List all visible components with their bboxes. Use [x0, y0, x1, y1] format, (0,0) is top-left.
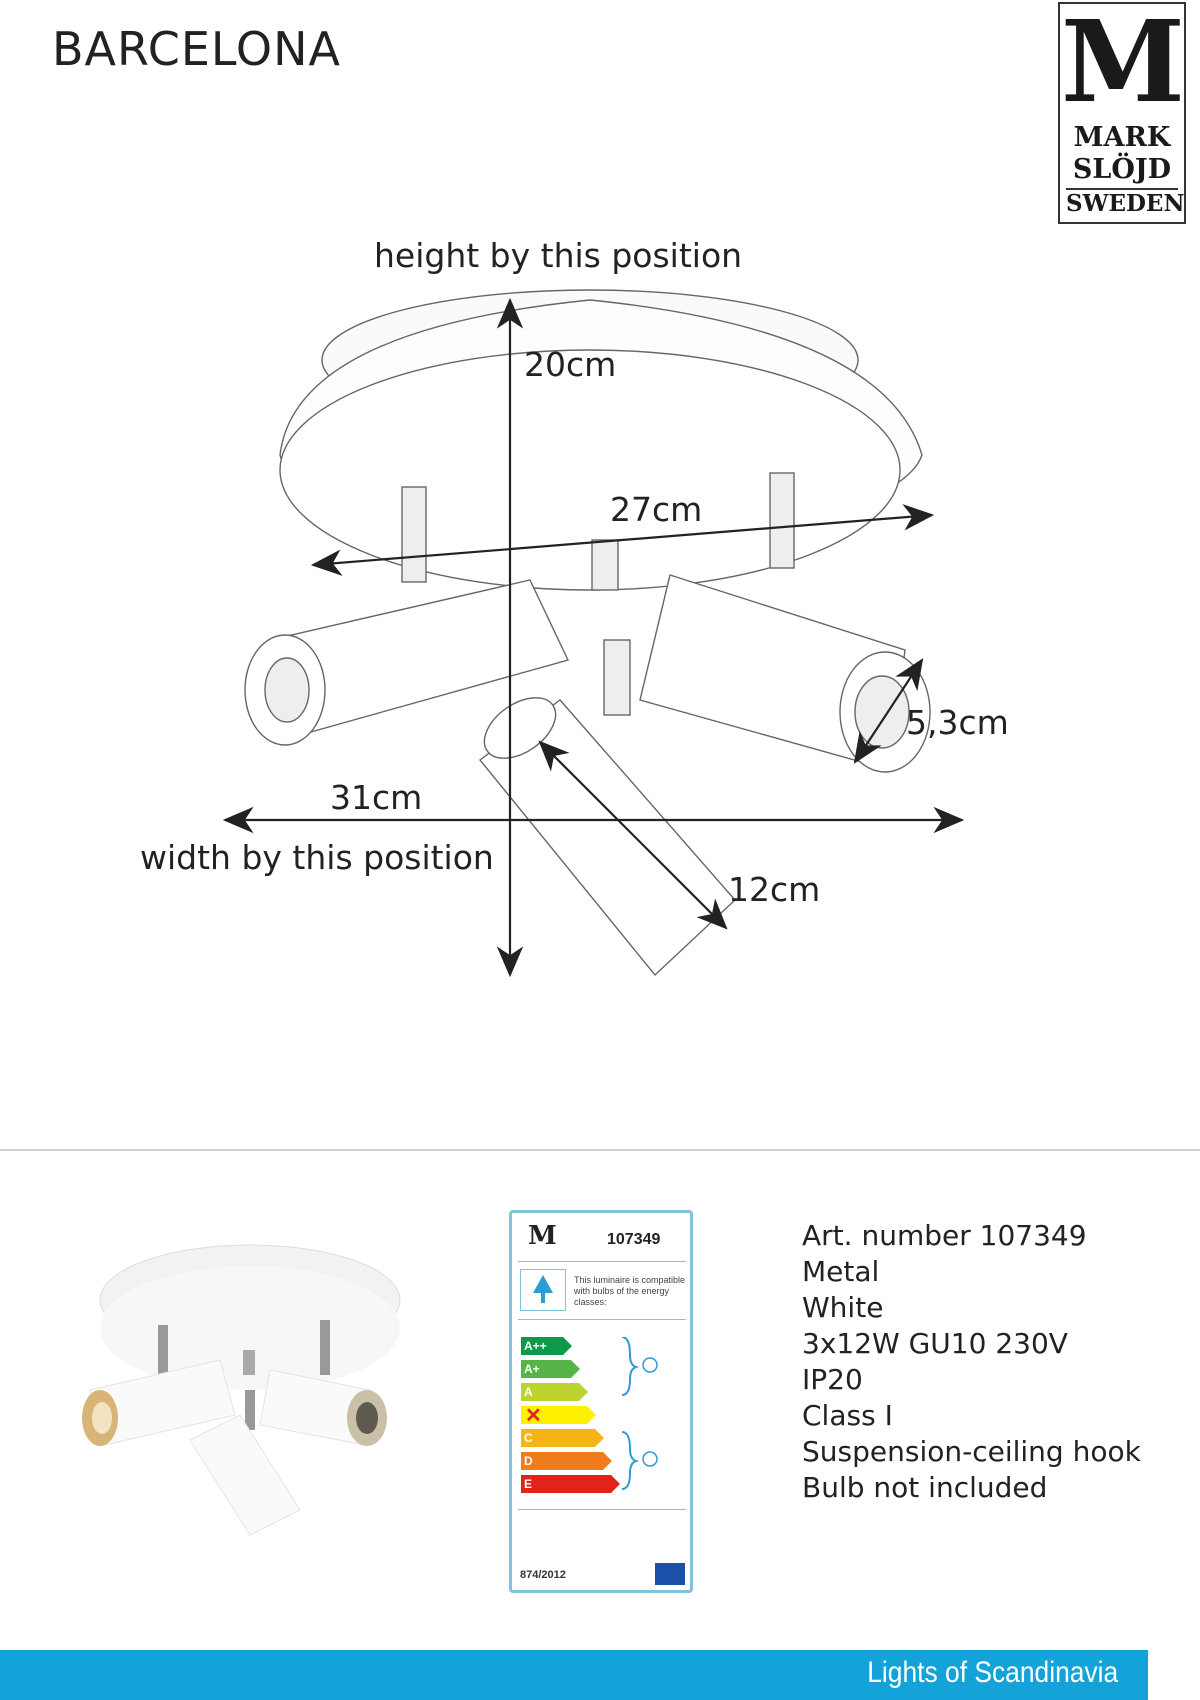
plate-diameter-dimension: 27cm: [610, 490, 703, 529]
spec-item: Bulb not included: [802, 1471, 1048, 1504]
energy-label-regulation: 874/2012: [520, 1569, 566, 1581]
logo-line-2: SLÖJD: [1072, 154, 1172, 185]
footer-tagline: Lights of Scandinavia: [867, 1656, 1118, 1689]
spec-item: Metal: [802, 1255, 880, 1288]
product-photo: [80, 1230, 410, 1540]
spec-item: Class I: [802, 1399, 893, 1432]
energy-class-bar: A++: [521, 1337, 563, 1355]
spec-list: [802, 1218, 1141, 1506]
energy-class-bar: A: [521, 1383, 579, 1401]
height-dimension: 20cm: [524, 345, 617, 384]
spot-diameter-dimension: 5,3cm: [906, 703, 1009, 742]
spec-item: Art. number 107349: [802, 1219, 1087, 1252]
spec-item: White: [802, 1291, 884, 1324]
energy-class-bar: D: [521, 1452, 603, 1470]
logo-line-1: MARK: [1073, 122, 1171, 153]
width-position-label: width by this position: [140, 838, 494, 877]
eu-flag-icon: [655, 1563, 685, 1585]
energy-class-arrow: [587, 1406, 596, 1424]
logo-letter: M: [1061, 0, 1183, 128]
energy-class-arrow: [563, 1337, 572, 1355]
logo-line-3: SWEDEN: [1066, 190, 1185, 217]
width-dimension: 31cm: [330, 778, 423, 817]
section-divider: [0, 1149, 1200, 1151]
spec-item: IP20: [802, 1363, 863, 1396]
spec-item: Suspension-ceiling hook: [802, 1435, 1141, 1468]
footer-banner: [0, 1650, 1148, 1700]
energy-class-bar: A+: [521, 1360, 571, 1378]
energy-label: [509, 1210, 693, 1593]
excluded-class-icon: ✕: [525, 1405, 542, 1427]
energy-class-bar: E: [521, 1475, 611, 1493]
lamp-icon: [520, 1269, 566, 1311]
energy-label-art-number: 107349: [607, 1231, 661, 1248]
product-title: BARCELONA: [52, 22, 341, 76]
spec-item: 3x12W GU10 230V: [802, 1327, 1068, 1360]
energy-label-compat-text: This luminaire is compatible with bulbs of the energy classes:: [574, 1275, 686, 1307]
energy-class-arrow: [603, 1452, 612, 1470]
energy-class-bar: C: [521, 1429, 595, 1447]
height-position-label: height by this position: [374, 236, 743, 275]
energy-class-arrow: [595, 1429, 604, 1447]
bulb-bracket-icon: [616, 1337, 676, 1497]
spot-length-dimension: 12cm: [728, 870, 821, 909]
energy-class-arrow: [579, 1383, 588, 1401]
energy-label-logo: M: [528, 1221, 557, 1251]
energy-class-arrow: [571, 1360, 580, 1378]
